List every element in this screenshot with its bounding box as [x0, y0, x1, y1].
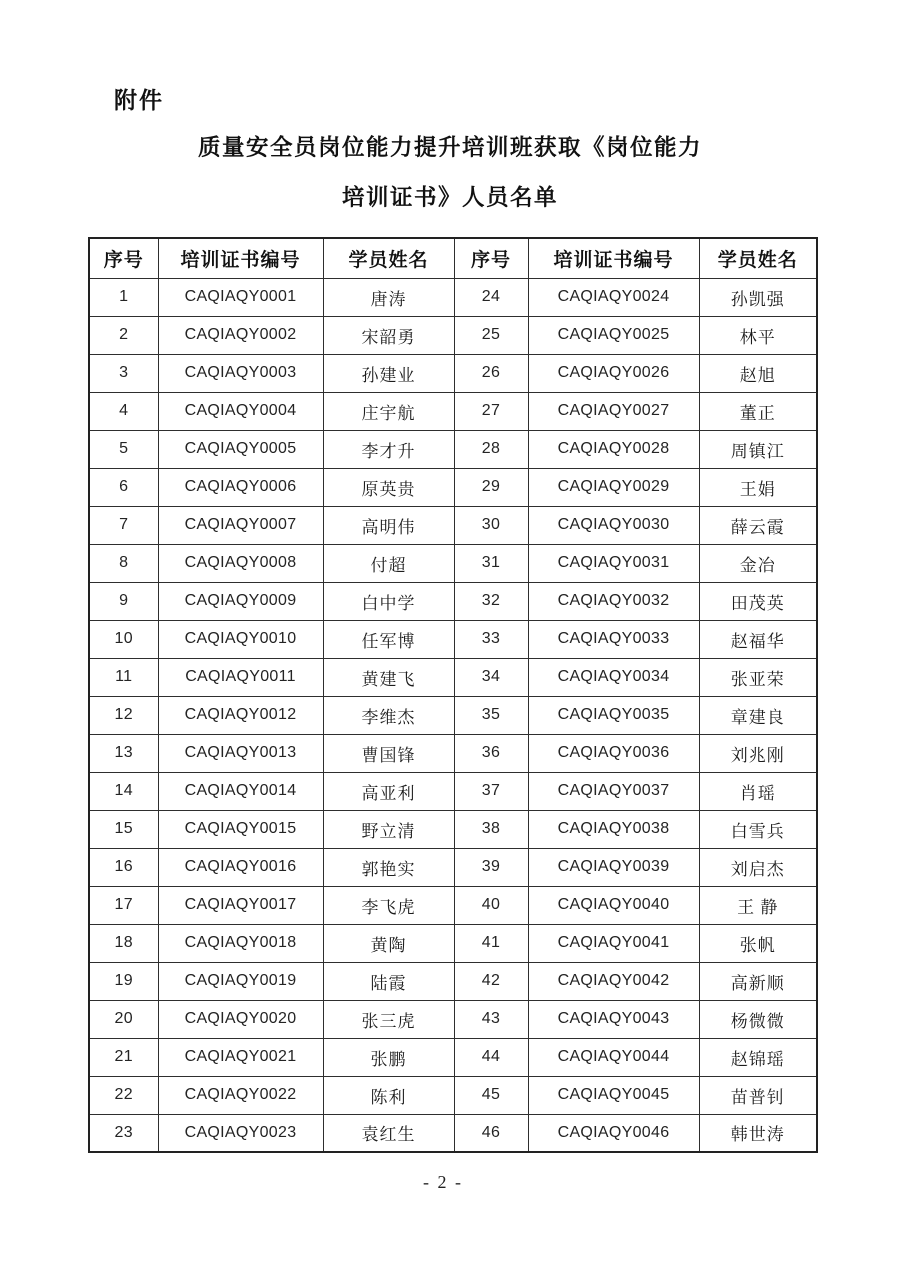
serial-cell: 44: [454, 1038, 528, 1076]
serial-cell: 8: [89, 544, 158, 582]
certificate-cell: CAQIAQY0009: [158, 582, 323, 620]
certificate-cell: CAQIAQY0021: [158, 1038, 323, 1076]
certificate-cell: CAQIAQY0002: [158, 316, 323, 354]
name-cell: 高亚利: [323, 772, 454, 810]
name-cell: 赵福华: [699, 620, 817, 658]
name-cell: 黄建飞: [323, 658, 454, 696]
serial-cell: 45: [454, 1076, 528, 1114]
certificate-cell: CAQIAQY0004: [158, 392, 323, 430]
certificate-cell: CAQIAQY0018: [158, 924, 323, 962]
name-cell: 陈利: [323, 1076, 454, 1114]
table-row: [89, 658, 817, 696]
name-cell: 章建良: [699, 696, 817, 734]
name-cell: 李维杰: [323, 696, 454, 734]
certificate-cell: CAQIAQY0032: [528, 582, 699, 620]
table-row: [89, 810, 817, 848]
name-cell: 郭艳实: [323, 848, 454, 886]
name-cell: 孙建业: [323, 354, 454, 392]
certificate-cell: CAQIAQY0007: [158, 506, 323, 544]
serial-cell: 43: [454, 1000, 528, 1038]
roster-table: [88, 237, 818, 1153]
certificate-cell: CAQIAQY0003: [158, 354, 323, 392]
serial-cell: 38: [454, 810, 528, 848]
certificate-cell: CAQIAQY0011: [158, 658, 323, 696]
serial-cell: 29: [454, 468, 528, 506]
serial-cell: 21: [89, 1038, 158, 1076]
serial-cell: 4: [89, 392, 158, 430]
table-header-row: [89, 238, 817, 278]
table-row: [89, 316, 817, 354]
name-cell: 金冶: [699, 544, 817, 582]
serial-cell: 14: [89, 772, 158, 810]
table-row: [89, 506, 817, 544]
serial-cell: 15: [89, 810, 158, 848]
name-cell: 孙凯强: [699, 278, 817, 316]
header-certificate-right: 培训证书编号: [528, 238, 699, 278]
serial-cell: 22: [89, 1076, 158, 1114]
serial-cell: 31: [454, 544, 528, 582]
serial-cell: 46: [454, 1114, 528, 1152]
name-cell: 野立清: [323, 810, 454, 848]
table-row: [89, 1000, 817, 1038]
certificate-cell: CAQIAQY0034: [528, 658, 699, 696]
name-cell: 田茂英: [699, 582, 817, 620]
serial-cell: 27: [454, 392, 528, 430]
name-cell: 唐涛: [323, 278, 454, 316]
serial-cell: 23: [89, 1114, 158, 1152]
attachment-label: 附件: [114, 88, 164, 113]
serial-cell: 17: [89, 886, 158, 924]
name-cell: 白中学: [323, 582, 454, 620]
table-row: [89, 962, 817, 1000]
name-cell: 薛云霞: [699, 506, 817, 544]
name-cell: 刘启杰: [699, 848, 817, 886]
certificate-cell: CAQIAQY0042: [528, 962, 699, 1000]
table-row: [89, 544, 817, 582]
document-title-line1: 质量安全员岗位能力提升培训班获取《岗位能力: [197, 135, 702, 160]
certificate-cell: CAQIAQY0030: [528, 506, 699, 544]
name-cell: 张帆: [699, 924, 817, 962]
serial-cell: 41: [454, 924, 528, 962]
serial-cell: 40: [454, 886, 528, 924]
document-title-line2: 培训证书》人员名单: [341, 185, 558, 210]
header-name-right: 学员姓名: [699, 238, 817, 278]
serial-cell: 35: [454, 696, 528, 734]
certificate-cell: CAQIAQY0014: [158, 772, 323, 810]
name-cell: 董正: [699, 392, 817, 430]
serial-cell: 5: [89, 430, 158, 468]
name-cell: 付超: [323, 544, 454, 582]
serial-cell: 39: [454, 848, 528, 886]
table-row: [89, 582, 817, 620]
name-cell: 任军博: [323, 620, 454, 658]
serial-cell: 25: [454, 316, 528, 354]
serial-cell: 33: [454, 620, 528, 658]
serial-cell: 19: [89, 962, 158, 1000]
certificate-cell: CAQIAQY0016: [158, 848, 323, 886]
name-cell: 刘兆刚: [699, 734, 817, 772]
certificate-cell: CAQIAQY0046: [528, 1114, 699, 1152]
certificate-cell: CAQIAQY0043: [528, 1000, 699, 1038]
certificate-cell: CAQIAQY0044: [528, 1038, 699, 1076]
header-serial-left: 序号: [89, 238, 158, 278]
certificate-cell: CAQIAQY0033: [528, 620, 699, 658]
name-cell: 赵旭: [699, 354, 817, 392]
name-cell: 陆霞: [323, 962, 454, 1000]
certificate-cell: CAQIAQY0005: [158, 430, 323, 468]
name-cell: 张三虎: [323, 1000, 454, 1038]
certificate-cell: CAQIAQY0027: [528, 392, 699, 430]
certificate-cell: CAQIAQY0038: [528, 810, 699, 848]
serial-cell: 36: [454, 734, 528, 772]
name-cell: 张鹏: [323, 1038, 454, 1076]
certificate-cell: CAQIAQY0001: [158, 278, 323, 316]
certificate-cell: CAQIAQY0022: [158, 1076, 323, 1114]
page-number: - 2 -: [423, 1172, 463, 1192]
serial-cell: 30: [454, 506, 528, 544]
name-cell: 张亚荣: [699, 658, 817, 696]
certificate-cell: CAQIAQY0028: [528, 430, 699, 468]
certificate-cell: CAQIAQY0035: [528, 696, 699, 734]
certificate-cell: CAQIAQY0013: [158, 734, 323, 772]
table-row: [89, 848, 817, 886]
serial-cell: 18: [89, 924, 158, 962]
table-row: [89, 696, 817, 734]
name-cell: 王娟: [699, 468, 817, 506]
table-row: [89, 886, 817, 924]
name-cell: 苗普钊: [699, 1076, 817, 1114]
serial-cell: 28: [454, 430, 528, 468]
certificate-cell: CAQIAQY0019: [158, 962, 323, 1000]
name-cell: 高明伟: [323, 506, 454, 544]
certificate-cell: CAQIAQY0025: [528, 316, 699, 354]
name-cell: 韩世涛: [699, 1114, 817, 1152]
name-cell: 王 静: [699, 886, 817, 924]
name-cell: 曹国锋: [323, 734, 454, 772]
serial-cell: 32: [454, 582, 528, 620]
name-cell: 庄宇航: [323, 392, 454, 430]
table-row: [89, 278, 817, 316]
certificate-cell: CAQIAQY0036: [528, 734, 699, 772]
certificate-cell: CAQIAQY0039: [528, 848, 699, 886]
table-row: [89, 354, 817, 392]
table-row: [89, 734, 817, 772]
name-cell: 周镇江: [699, 430, 817, 468]
serial-cell: 34: [454, 658, 528, 696]
certificate-cell: CAQIAQY0015: [158, 810, 323, 848]
name-cell: 白雪兵: [699, 810, 817, 848]
certificate-cell: CAQIAQY0006: [158, 468, 323, 506]
name-cell: 原英贵: [323, 468, 454, 506]
certificate-cell: CAQIAQY0012: [158, 696, 323, 734]
header-name-left: 学员姓名: [323, 238, 454, 278]
serial-cell: 7: [89, 506, 158, 544]
table-row: [89, 430, 817, 468]
name-cell: 肖瑶: [699, 772, 817, 810]
name-cell: 袁红生: [323, 1114, 454, 1152]
name-cell: 李飞虎: [323, 886, 454, 924]
serial-cell: 42: [454, 962, 528, 1000]
certificate-cell: CAQIAQY0020: [158, 1000, 323, 1038]
header-certificate-left: 培训证书编号: [158, 238, 323, 278]
certificate-cell: CAQIAQY0029: [528, 468, 699, 506]
certificate-cell: CAQIAQY0026: [528, 354, 699, 392]
serial-cell: 37: [454, 772, 528, 810]
table-row: [89, 1038, 817, 1076]
serial-cell: 1: [89, 278, 158, 316]
table-row: [89, 392, 817, 430]
name-cell: 黄陶: [323, 924, 454, 962]
certificate-cell: CAQIAQY0010: [158, 620, 323, 658]
certificate-cell: CAQIAQY0008: [158, 544, 323, 582]
certificate-cell: CAQIAQY0037: [528, 772, 699, 810]
serial-cell: 13: [89, 734, 158, 772]
name-cell: 林平: [699, 316, 817, 354]
certificate-cell: CAQIAQY0031: [528, 544, 699, 582]
serial-cell: 20: [89, 1000, 158, 1038]
certificate-cell: CAQIAQY0045: [528, 1076, 699, 1114]
certificate-cell: CAQIAQY0041: [528, 924, 699, 962]
certificate-cell: CAQIAQY0040: [528, 886, 699, 924]
table-row: [89, 468, 817, 506]
serial-cell: 26: [454, 354, 528, 392]
table-row: [89, 772, 817, 810]
name-cell: 李才升: [323, 430, 454, 468]
name-cell: 杨微微: [699, 1000, 817, 1038]
table-body: [89, 278, 817, 1152]
serial-cell: 6: [89, 468, 158, 506]
serial-cell: 10: [89, 620, 158, 658]
certificate-cell: CAQIAQY0017: [158, 886, 323, 924]
name-cell: 宋韶勇: [323, 316, 454, 354]
serial-cell: 2: [89, 316, 158, 354]
certificate-cell: CAQIAQY0023: [158, 1114, 323, 1152]
name-cell: 赵锦瑶: [699, 1038, 817, 1076]
serial-cell: 11: [89, 658, 158, 696]
serial-cell: 3: [89, 354, 158, 392]
header-serial-right: 序号: [454, 238, 528, 278]
certificate-cell: CAQIAQY0024: [528, 278, 699, 316]
serial-cell: 9: [89, 582, 158, 620]
serial-cell: 24: [454, 278, 528, 316]
table-row: [89, 924, 817, 962]
serial-cell: 16: [89, 848, 158, 886]
table-row: [89, 620, 817, 658]
serial-cell: 12: [89, 696, 158, 734]
table-row: [89, 1076, 817, 1114]
table-row: [89, 1114, 817, 1152]
name-cell: 高新顺: [699, 962, 817, 1000]
